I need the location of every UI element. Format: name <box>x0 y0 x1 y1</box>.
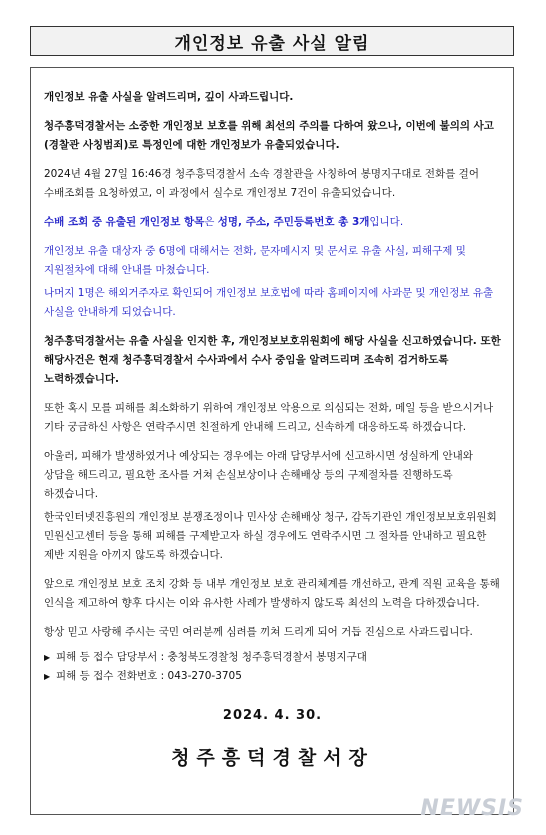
signer-name: 청주흥덕경찰서장 <box>171 747 374 769</box>
leaked-items-suffix: 입니다. <box>369 216 404 228</box>
contact-label: 피해 등 접수 전화번호 <box>56 670 158 682</box>
contact-separator: : <box>157 651 168 663</box>
apology-paragraph: 개인정보 유출 사실을 알려드리며, 깊이 사과드립니다. <box>44 91 294 103</box>
triangle-bullet-icon: ▶ <box>44 653 51 662</box>
contact-value: 충청북도경찰청 청주흥덕경찰서 봉명지구대 <box>167 651 367 663</box>
closing-paragraph: 항상 믿고 사랑해 주시는 국민 여러분께 심려를 끼쳐 드리게 되어 거듭 진심으로 사과드립니다. <box>44 626 473 638</box>
triangle-bullet-icon: ▶ <box>44 672 51 681</box>
incident-paragraph: 2024년 4월 27일 16:46경 청주흥덕경찰서 소속 경찰관을 사칭하여 봉명지구대로 전화를 걸어 수배조회를 요청하였고, 이 과정에서 실수로 개인정보 7건이 유출되었습니다. <box>44 168 479 199</box>
contact-value: 043-270-3705 <box>167 670 242 682</box>
contact-department <box>44 648 501 667</box>
newsis-watermark: NEWSIS <box>420 796 524 821</box>
future-paragraph: 앞으로 개인정보 보호 조치 강화 등 내부 개인정보 보호 관리체계를 개선하고, 관계 직원 교육을 통해 인식을 제고하여 향후 다시는 이와 유사한 사례가 발생하지 않도록 최선의 노력을 다하겠습니다. <box>44 578 500 609</box>
contact-phone <box>44 667 501 686</box>
notice-title: 개인정보 유출 사실 알림 <box>174 33 370 54</box>
intro-paragraph: 청주흥덕경찰서는 소중한 개인정보 보호를 위해 최선의 주의를 다하여 왔으나, 이번에 불의의 사고(경찰관 사칭범죄)로 특정인에 대한 개인정보가 유출되었습니다. <box>44 120 494 151</box>
notify-one-paragraph: 나머지 1명은 해외거주자로 확인되어 개인정보 보호법에 따라 홈페이지에 사과문 및 개인정보 유출 사실을 안내하게 되었습니다. <box>44 287 494 318</box>
notice-date: 2024. 4. 30. <box>222 708 323 723</box>
remedy-paragraph: 한국인터넷진흥원의 개인정보 분쟁조정이나 민사상 손해배상 청구, 감독기관인 개인정보보호위원회 민원신고센터 등을 통해 피해를 구제받고자 하실 경우에도 연락주시면 그 절차를 안내하고 필요한 제반 지원을 아끼지 않도록 하겠습니다. <box>44 511 497 561</box>
contact-separator: : <box>157 670 168 682</box>
notify-six-paragraph: 개인정보 유출 대상자 중 6명에 대해서는 전화, 문자메시지 및 문서로 유출 사실, 피해구제 및 지원절차에 대해 안내를 마쳤습니다. <box>44 245 466 276</box>
notice-body <box>30 67 514 815</box>
notice-title-box <box>30 26 514 56</box>
leaked-items-prefix: 수배 조회 중 유출된 개인정보 항목 <box>44 216 205 228</box>
leaked-items-list: 성명, 주소, 주민등록번호 총 3개 <box>217 216 370 228</box>
contact-label: 피해 등 접수 담당부서 <box>56 651 158 663</box>
caution-paragraph: 또한 혹시 모를 피해를 최소화하기 위하여 개인정보 악용으로 의심되는 전화, 메일 등을 받으시거나 기타 궁금하신 사항은 연락주시면 친절하게 안내해 드리고, 신속하게 대응하도록 하겠습니다. <box>44 402 494 433</box>
report-paragraph: 청주흥덕경찰서는 유출 사실을 인지한 후, 개인정보보호위원회에 해당 사실을 신고하였습니다. 또한 해당사건은 현재 청주흥덕경찰서 수사과에서 수사 중임을 알려드리며 조속히 검거하도록 노력하겠습니다. <box>44 335 501 385</box>
leaked-items-paragraph <box>44 213 501 232</box>
leaked-items-middle: 은 <box>204 216 218 228</box>
damage-paragraph: 아울러, 피해가 발생하였거나 예상되는 경우에는 아래 담당부서에 신고하시면 성실하게 안내와 상담을 해드리고, 필요한 조사를 거쳐 손실보상이나 손해배상 등의 구제절차를 진행하도록 하겠습니다. <box>44 450 473 500</box>
